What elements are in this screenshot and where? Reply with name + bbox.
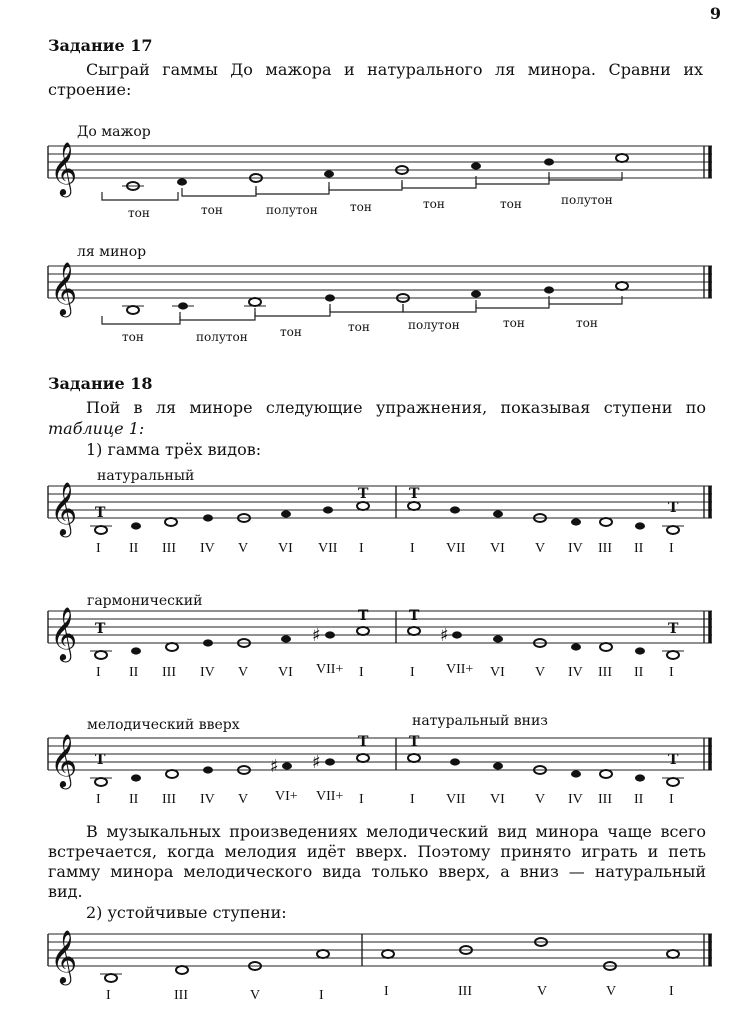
degree-label: VII bbox=[446, 792, 466, 807]
melodic-up-label: мелодический вверх bbox=[87, 717, 240, 733]
degree-label: V bbox=[535, 792, 546, 807]
item1: 1) гамма трёх видов: bbox=[86, 440, 262, 459]
degree-label: I bbox=[669, 541, 674, 556]
tonic-mark: Т bbox=[95, 752, 106, 768]
tonic-mark: Т bbox=[358, 486, 369, 502]
interval-label: полутон bbox=[561, 193, 613, 207]
degree-label: I bbox=[669, 665, 674, 680]
treble-clef-icon: 𝄞 bbox=[50, 929, 78, 983]
treble-clef-icon: 𝄞 bbox=[50, 606, 78, 660]
degree-label: I bbox=[384, 984, 389, 999]
task18-text-italic: таблице 1: bbox=[48, 419, 145, 438]
degree-label: V bbox=[606, 984, 617, 999]
tonic-mark: Т bbox=[358, 734, 369, 750]
degree-label: II bbox=[129, 792, 139, 807]
task18-title: Задание 18 bbox=[48, 374, 153, 393]
task18-text: Пой в ля миноре следующие упражнения, показывая ступени по bbox=[86, 398, 706, 417]
degree-label: II bbox=[634, 541, 644, 556]
degree-label: V bbox=[535, 541, 546, 556]
degree-label: V bbox=[535, 665, 546, 680]
degree-label: IV bbox=[200, 665, 215, 680]
degree-label: III bbox=[598, 541, 612, 556]
degree-label: V bbox=[537, 984, 548, 999]
degree-label: IV bbox=[568, 665, 583, 680]
degree-label: I bbox=[319, 988, 324, 1003]
task17-text: Сыграй гаммы До мажора и натурального ля минора. Сравни их строение: bbox=[48, 60, 703, 99]
natural-label: натуральный bbox=[97, 468, 195, 484]
degree-label: III bbox=[174, 988, 188, 1003]
treble-clef-icon: 𝄞 bbox=[50, 261, 78, 315]
degree-label: I bbox=[106, 988, 111, 1003]
degree-label: V bbox=[238, 665, 249, 680]
degree-label: IV bbox=[200, 541, 215, 556]
degree-label: VII+ bbox=[316, 662, 344, 677]
tonic-mark: Т bbox=[409, 486, 420, 502]
svg-text:♯: ♯ bbox=[312, 752, 321, 773]
tonic-mark: Т bbox=[668, 621, 679, 637]
degree-label: III bbox=[162, 665, 176, 680]
paragraph-line: вид. bbox=[48, 882, 83, 901]
degree-label: VII bbox=[318, 541, 338, 556]
degree-label: I bbox=[96, 541, 101, 556]
tonic-mark: Т bbox=[95, 505, 106, 521]
tonic-mark: Т bbox=[409, 734, 420, 750]
degree-label: VI bbox=[278, 665, 293, 680]
degree-label: III bbox=[162, 541, 176, 556]
paragraph-line: встречается, когда мелодия идёт вверх. Поэтому принято играть и петь bbox=[48, 842, 706, 861]
interval-label: полутон bbox=[196, 330, 248, 344]
degree-label: I bbox=[96, 792, 101, 807]
degree-label: VI bbox=[278, 541, 293, 556]
degree-label: I bbox=[410, 792, 415, 807]
interval-label: тон bbox=[503, 316, 525, 330]
degree-label: III bbox=[598, 792, 612, 807]
degree-label: I bbox=[359, 665, 364, 680]
degree-label: VI bbox=[490, 792, 505, 807]
harmonic-label: гармонический bbox=[87, 593, 203, 609]
staff1-label: До мажор bbox=[77, 124, 151, 140]
degree-label: V bbox=[250, 988, 261, 1003]
page-number: 9 bbox=[709, 4, 721, 23]
tonic-mark: Т bbox=[668, 500, 679, 516]
tonic-mark: Т bbox=[95, 621, 106, 637]
degree-label: VI bbox=[490, 665, 505, 680]
degree-label: I bbox=[410, 541, 415, 556]
interval-label: полутон bbox=[408, 318, 460, 332]
interval-label: тон bbox=[122, 330, 144, 344]
staff2-label: ля минор bbox=[77, 244, 147, 260]
interval-label: тон bbox=[280, 325, 302, 339]
degree-label: VII+ bbox=[446, 662, 474, 677]
degree-label: I bbox=[410, 665, 415, 680]
degree-label: IV bbox=[568, 792, 583, 807]
interval-label: тон bbox=[423, 197, 445, 211]
treble-clef-icon: 𝄞 bbox=[50, 141, 78, 195]
svg-text:♯: ♯ bbox=[312, 625, 321, 646]
degree-label: II bbox=[634, 665, 644, 680]
degree-label: VII+ bbox=[316, 789, 344, 804]
item2: 2) устойчивые ступени: bbox=[86, 903, 287, 922]
degree-label: VI+ bbox=[275, 789, 298, 804]
degree-label: I bbox=[359, 541, 364, 556]
degree-label: III bbox=[598, 665, 612, 680]
treble-clef-icon: 𝄞 bbox=[50, 733, 78, 787]
svg-text:♯: ♯ bbox=[270, 756, 279, 777]
degree-label: V bbox=[238, 792, 249, 807]
task17-title: Задание 17 bbox=[48, 36, 153, 55]
tonic-mark: Т bbox=[409, 608, 420, 624]
degree-label: V bbox=[238, 541, 249, 556]
degree-label: I bbox=[96, 665, 101, 680]
degree-label: IV bbox=[568, 541, 583, 556]
degree-label: II bbox=[129, 665, 139, 680]
tonic-mark: Т bbox=[358, 608, 369, 624]
degree-label: VII bbox=[446, 541, 466, 556]
interval-label: тон bbox=[128, 206, 150, 220]
interval-label: тон bbox=[576, 316, 598, 330]
degree-label: II bbox=[129, 541, 139, 556]
treble-clef-icon: 𝄞 bbox=[50, 481, 78, 535]
interval-label: тон bbox=[348, 320, 370, 334]
degree-label: I bbox=[359, 792, 364, 807]
paragraph-line: гамму минора мелодического вида только вверх, а вниз — натуральный bbox=[48, 862, 706, 881]
degree-label: IV bbox=[200, 792, 215, 807]
melodic-down-label: натуральный вниз bbox=[412, 713, 548, 729]
interval-label: тон bbox=[500, 197, 522, 211]
degree-label: III bbox=[162, 792, 176, 807]
degree-label: VI bbox=[490, 541, 505, 556]
degree-label: II bbox=[634, 792, 644, 807]
tonic-mark: Т bbox=[668, 752, 679, 768]
degree-label: III bbox=[458, 984, 472, 999]
interval-label: тон bbox=[350, 200, 372, 214]
degree-label: I bbox=[669, 984, 674, 999]
degree-label: I bbox=[669, 792, 674, 807]
interval-label: полутон bbox=[266, 203, 318, 217]
paragraph-line: В музыкальных произведениях мелодический вид минора чаще всего bbox=[86, 822, 706, 841]
interval-label: тон bbox=[201, 203, 223, 217]
svg-text:♯: ♯ bbox=[440, 625, 449, 646]
